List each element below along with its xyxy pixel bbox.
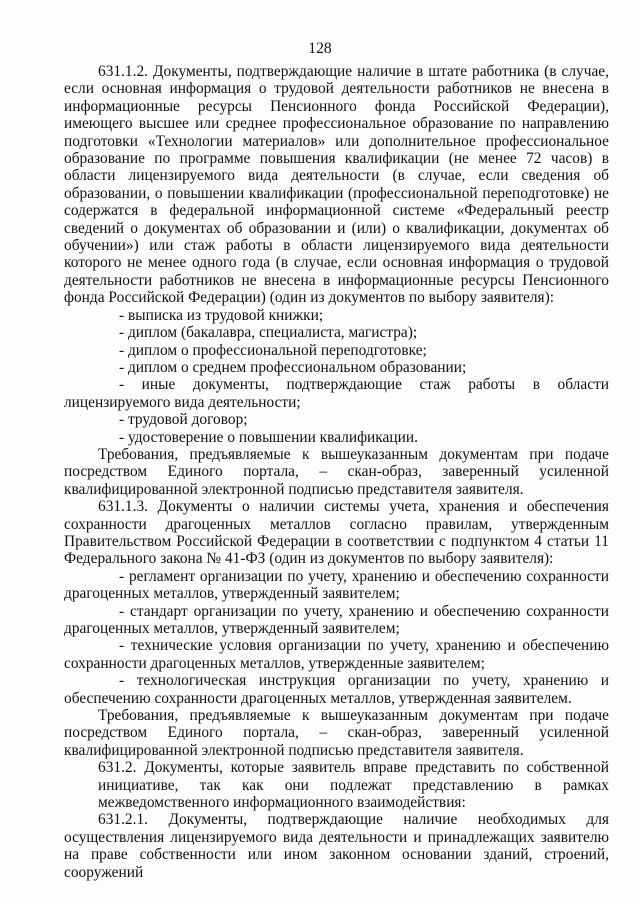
page-number: 128: [308, 40, 332, 57]
list-item: - диплом о среднем профессиональном образовании;: [119, 358, 467, 376]
list-item: - технические условия организации по учету, хранению и обеспечению сохранности драгоценных металлов, утвержденные заявителем;: [64, 637, 609, 672]
list-item: - иные документы, подтверждающие стаж работы в области лицензируемого вида деятельности;: [64, 376, 609, 411]
requirements-paragraph: Требования, предъявляемые к вышеуказанным документам при подаче посредством Единого портала, – скан-образ, заверенный усиленной квалифицированной электронной подписью представителя заявителя.: [64, 707, 609, 759]
document-body: [64, 63, 609, 881]
paragraph-631-1-3: 631.1.3. Документы о наличии системы учета, хранения и обеспечения сохранности драгоценных металлов согласно правилам, утвержденным Правительством Российской Федерации в соответствии с подпунктом 4 статьи 11 Федерального закона № 41-ФЗ (один из документов по выбору заявителя):: [64, 498, 609, 568]
paragraph-631-1-2: 631.1.2. Документы, подтверждающие наличие в штате работника (в случае, если основная информация о трудовой деятельности работников не внесена в информационные ресурсы Пенсионного фонда Российской Федерации), имеющего высшее или среднее профессиональное образование по направлению подготовки «Технологии материалов» или дополнительное профессиональное образование по программе повышения квалификации (не менее 72 часов) в области лицензируемого вида деятельности (в случае, если сведения об образовании, о повышении квалификации (профессиональной переподготовке) не содержатся в федеральной информационной системе «Федеральный реестр сведений о документах об образовании и (или) о квалификации, документах об обучении») или стаж работы в области лицензируемого вида деятельности которого не менее одного года (в случае, если основная информация о трудовой деятельности работников не внесена в информационные ресурсы Пенсионного фонда Российской Федерации) (один из документов по выбору заявителя):: [64, 63, 609, 307]
list-item: - регламент организации по учету, хранению и обеспечению сохранности драгоценных металлов, утвержденный заявителем;: [64, 567, 609, 603]
paragraph-631-2-1: 631.2.1. Документы, подтверждающие наличие необходимых для осуществления лицензируемого вида деятельности и принадлежащих заявителю на праве собственности или ином законном основании зданий, строений, сооружений: [64, 811, 609, 881]
list-item: - диплом о профессиональной переподготовке;: [119, 341, 427, 359]
paragraph-631-2: 631.2. Документы, которые заявитель вправе представить по собственной инициативе, так как они подлежат представлению в рамках межведомственного информационного взаимодействия:: [98, 759, 609, 812]
list-item: - технологическая инструкция организации по учету, хранению и обеспечению сохранности драгоценных металлов, утвержденная заявителем.: [64, 672, 609, 707]
list-item: - удостоверение о повышении квалификации.: [119, 428, 418, 446]
list-item: - выписка из трудовой книжки;: [119, 306, 324, 324]
requirements-paragraph: Требования, предъявляемые к вышеуказанным документам при подаче посредством Единого портала, – скан-образ, заверенный усиленной квалифицированной электронной подписью представителя заявителя.: [64, 445, 609, 498]
list-item: - диплом (бакалавра, специалиста, магистра);: [119, 324, 418, 342]
list-item: - стандарт организации по учету, хранению и обеспечению сохранности драгоценных металлов, утвержденный заявителем;: [64, 602, 609, 637]
list-item: - трудовой договор;: [119, 411, 248, 429]
